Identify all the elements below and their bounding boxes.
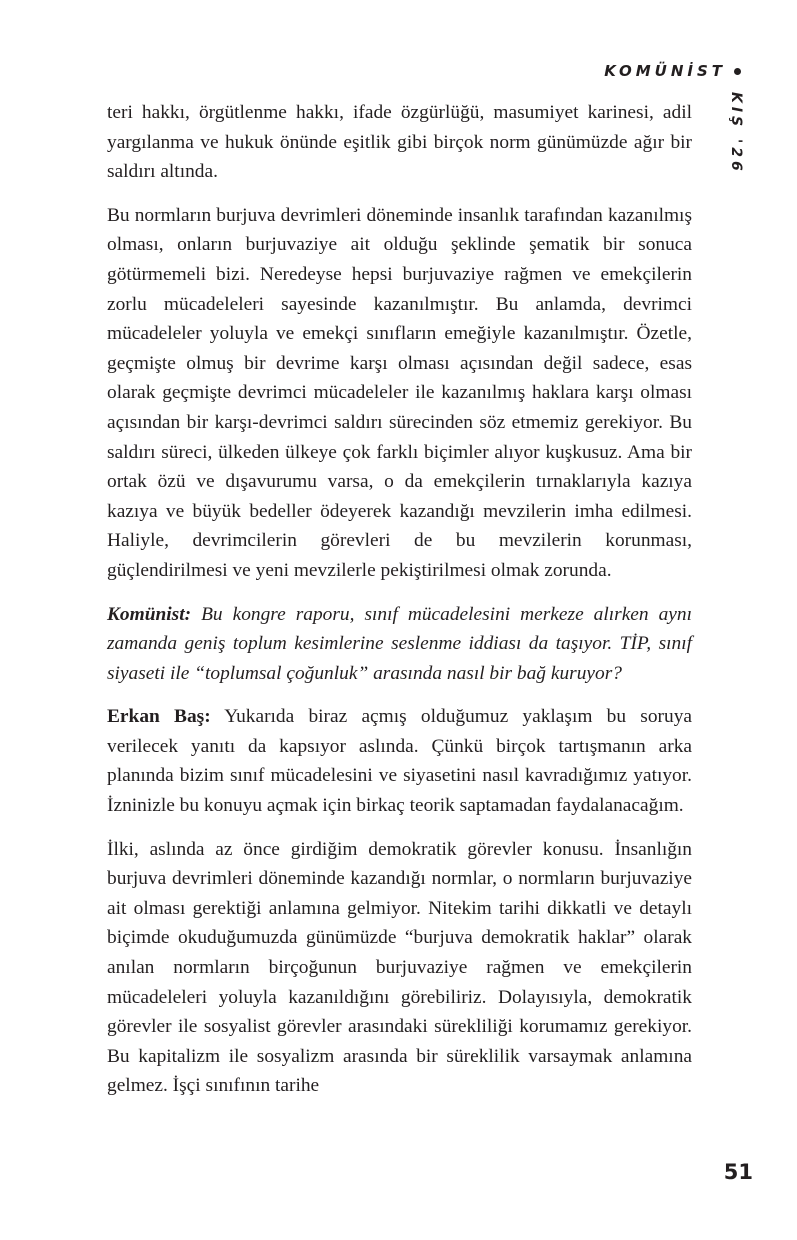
page-number: 51 [723,1160,753,1184]
running-header [604,62,741,80]
article-body [107,98,692,1115]
bullet-dot-icon [734,68,741,75]
paragraph [107,835,692,1101]
paragraph-text: İlki, aslında az önce girdiğim demokratik görevler konusu. İnsanlığın burjuva devrimleri döneminde kazandığı normlar, o normların burjuvaziye ait olması gerektiği anlamına gelmiyor. Nitekim tarihi dikkatli ve detaylı biçimde okuduğumuzda günümüzde “burjuva demokratik haklar” olarak anılan normların birçoğunun burjuvaziye rağmen ve emekçilerin mücadeleleri yoluyla kazanıldığını görebiliriz. Dolayısıyla, demokratik görevler ile sosyalist görevler arasındaki sürekliliği korumamız gerekiyor. Bu kapitalizm ile sosyalizm arasında bir süreklilik varsaymak anlamına gelmez. İşçi sınıfının tarihe [107,838,692,1097]
paragraph-text: teri hakkı, örgütlenme hakkı, ifade özgürlüğü, masumiyet karinesi, adil yargılanma ve hukuk önünde eşitlik gibi birçok norm günümüzde ağır bir saldırı altında. [107,102,692,183]
speaker-label: Komünist: [107,603,192,625]
paragraph [107,98,692,187]
paragraph-text: Bu normların burjuva devrimleri döneminde insanlık tarafından kazanılmış olması, onların burjuvaziye ait olduğu şeklinde şematik bir sonuca götürmemeli bizi. Neredeyse hepsi burjuvaziye rağmen ve emekçilerin zorlu mücadeleleri sayesinde kazanılmıştır. Bu anlamda, devrimci mücadeleler yoluyla ve emekçi sınıfların emeğiyle kazanılmıştır. Özetle, geçmişte olmuş bir devrime karşı olması açısından değil sadece, esas olarak geçmişte devrimci mücadeleler ile kazanılmış haklara karşı olması açısından bir karşı-devrimci saldırı sürecinden söz etmemiz gerekiyor. Bu saldırı süreci, ülkeden ülkeye çok farklı biçimler alıyor kuşkusuz. Ama bir ortak özü ve dışavurumu varsa, o da emekçilerin tırnaklarıyla kazıya kazıya ve büyük bedeller ödeyerek kazandığı mevzilerin imha edilmesi. Haliyle, devrimcilerin görevleri de bu mevzilerin korunması, güçlendirilmesi ve yeni mevzilerle pekiştirilmesi olmak zorunda. [107,204,692,581]
question-text: Bu kongre raporu, sınıf mücadelesini merkeze alırken aynı zamanda geniş toplum kesimlerine seslenme iddiası da taşıyor. TİP, sınıf siyaseti ile “toplumsal çoğunluk” arasında nasıl bir bağ kuruyor? [107,603,692,684]
interview-question [107,600,692,689]
answer-text: Yukarıda biraz açmış olduğumuz yaklaşım bu soruya verilecek yanıtı da kapsıyor aslında. Çünkü birçok tartışmanın arka planında bizim sınıf mücadelesini ve siyasetini nasıl kavradığımız yatıyor. İzninizle bu konuyu açmak için birkaç teorik saptamadan faydalanacağım. [107,706,692,817]
issue-label: KIŞ '26 [728,92,744,175]
speaker-label: Erkan Baş: [107,706,211,728]
magazine-title: KOMÜNİST [604,62,726,80]
interview-answer [107,702,692,820]
paragraph [107,201,692,586]
